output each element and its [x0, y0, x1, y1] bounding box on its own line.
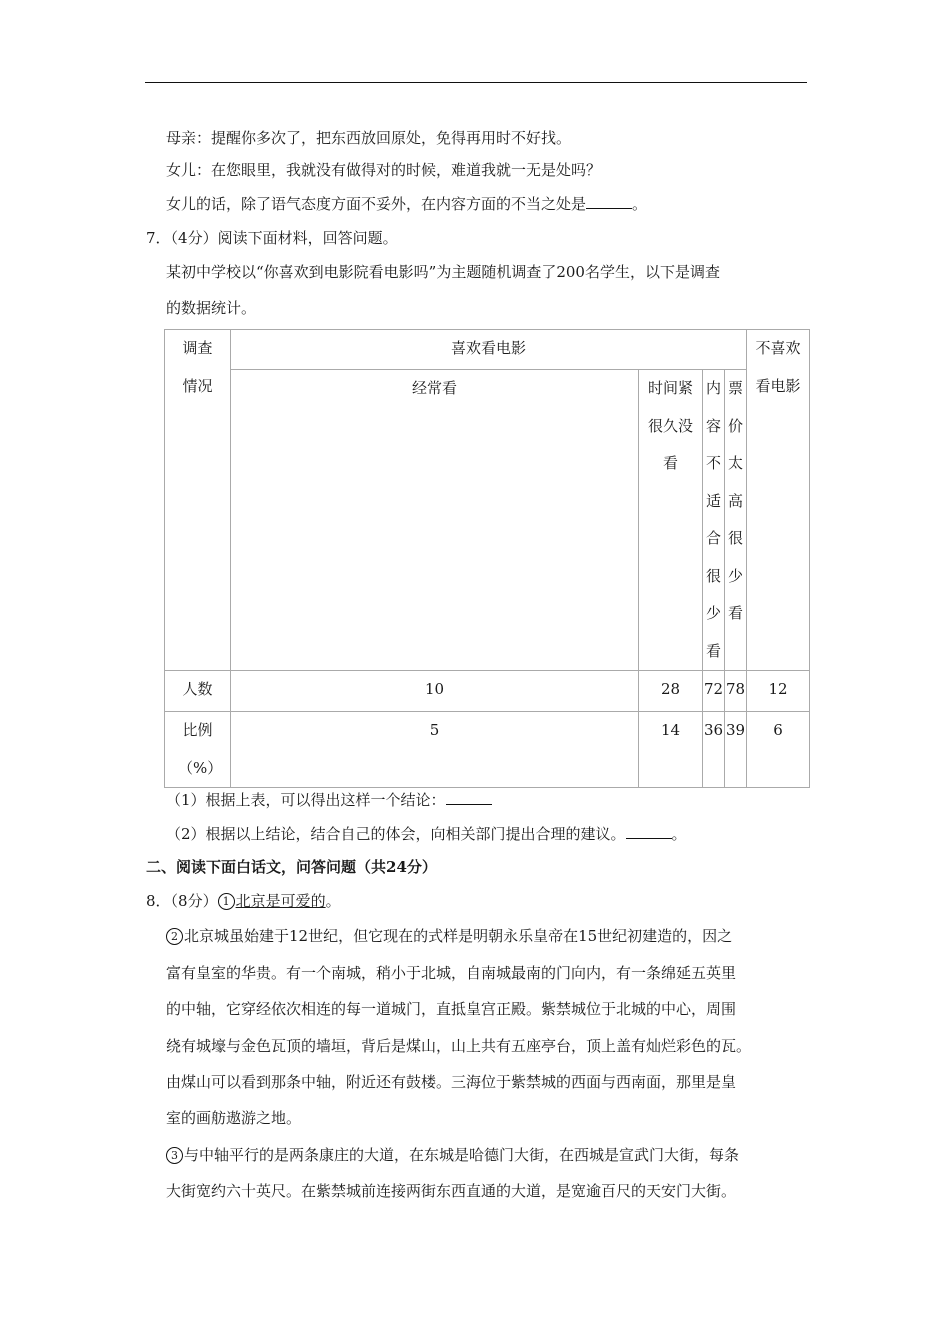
cell-ratio-content: 36	[703, 712, 725, 788]
q8-p2-line2: 富有皇室的华贵。有一个南城，稍小于北城，自南城最南的门向内，有一条绵延五英里	[166, 964, 737, 982]
q7-sub2	[166, 824, 687, 844]
q8-first-line	[146, 891, 341, 911]
q8-p3-line2: 大街宽约六十英尺。在紫禁城前连接两街东西直通的大道，是宽逾百尺的天安门大街。	[166, 1182, 737, 1200]
dialogue-question-text: 女儿的话，除了语气态度方面不妥外，在内容方面的不当之处是	[166, 195, 587, 213]
cell-ratio-price: 39	[725, 712, 747, 788]
cell-count-content: 72	[703, 671, 725, 712]
q8-p3-line1-text: 与中轴平行的是两条康庄的大道，在东城是哈德门大街，在西城是宣武门大街，每条	[184, 1146, 740, 1164]
cell-count-often: 10	[231, 671, 639, 712]
para-number-2: 2	[166, 928, 183, 945]
para-number-1: 1	[218, 893, 235, 910]
q7-sub1-text: （1）根据上表，可以得出这样一个结论：	[166, 791, 446, 809]
answer-blank	[446, 790, 492, 805]
dialogue-mother: 母亲：提醒你多次了，把东西放回原处，免得再用时不好找。	[166, 129, 572, 147]
q7-sub1	[166, 790, 492, 810]
dialogue-question-end: 。	[632, 195, 648, 213]
dialogue-question	[166, 194, 647, 214]
header-like: 喜欢看电影	[231, 330, 747, 370]
q8-p3-line1	[166, 1145, 739, 1165]
row-ratio-label: 比例（%）	[165, 712, 231, 788]
header-dislike: 不喜欢看电影	[747, 330, 810, 671]
dialogue-daughter: 女儿：在您眼里，我就没有做得对的时候，难道我就一无是处吗？	[166, 161, 602, 179]
survey-table	[164, 329, 810, 788]
q8-underlined-sentence: 北京是可爱的	[235, 892, 326, 910]
q7-intro-line1: 某初中学校以“你喜欢到电影院看电影吗”为主题随机调查了200名学生，以下是调查	[166, 263, 720, 281]
q8-p2-line3: 的中轴，它穿经依次相连的每一道城门，直抵皇宫正殿。紫禁城位于北城的中心，周围	[166, 1000, 737, 1018]
q8-p2-line1-text: 北京城虽始建于12世纪，但它现在的式样是明朝永乐皇帝在15世纪初建造的，因之	[184, 927, 733, 945]
q7-title: 7．（4分）阅读下面材料，回答问题。	[146, 229, 398, 247]
q8-p2-line5: 由煤山可以看到那条中轴，附近还有鼓楼。三海位于紫禁城的西面与西南面，那里是皇	[166, 1073, 737, 1091]
cell-count-busy: 28	[639, 671, 703, 712]
cell-count-dislike: 12	[747, 671, 810, 712]
header-survey: 调查情况	[165, 330, 231, 671]
header-often: 经常看	[231, 370, 639, 671]
cell-count-price: 78	[725, 671, 747, 712]
header-content: 内容不适合很少看	[703, 370, 725, 671]
row-count-label: 人数	[165, 671, 231, 712]
q7-sub2-text: （2）根据以上结论，结合自己的体会，向相关部门提出合理的建议。	[166, 825, 626, 843]
cell-ratio-often: 5	[231, 712, 639, 788]
header-rule	[145, 82, 807, 83]
answer-blank	[586, 194, 632, 209]
q7-intro-line2: 的数据统计。	[166, 299, 257, 317]
q7-sub2-end: 。	[671, 825, 687, 843]
para-number-3: 3	[166, 1147, 183, 1164]
q8-p2-line6: 室的画舫遨游之地。	[166, 1109, 302, 1127]
section2-title: 二、阅读下面白话文，问答问题（共24分）	[146, 858, 437, 876]
cell-ratio-dislike: 6	[747, 712, 810, 788]
q8-prefix: 8．（8分）	[146, 892, 218, 910]
q8-p2-line1	[166, 926, 732, 946]
answer-blank	[626, 824, 672, 839]
q8-p1-end: 。	[325, 892, 341, 910]
q8-p2-line4: 绕有城壕与金色瓦顶的墙垣，背后是煤山，山上共有五座亭台，顶上盖有灿烂彩色的瓦。	[166, 1037, 752, 1055]
header-price: 票价太高很少看	[725, 370, 747, 671]
cell-ratio-busy: 14	[639, 712, 703, 788]
header-busy: 时间紧很久没看	[639, 370, 703, 671]
